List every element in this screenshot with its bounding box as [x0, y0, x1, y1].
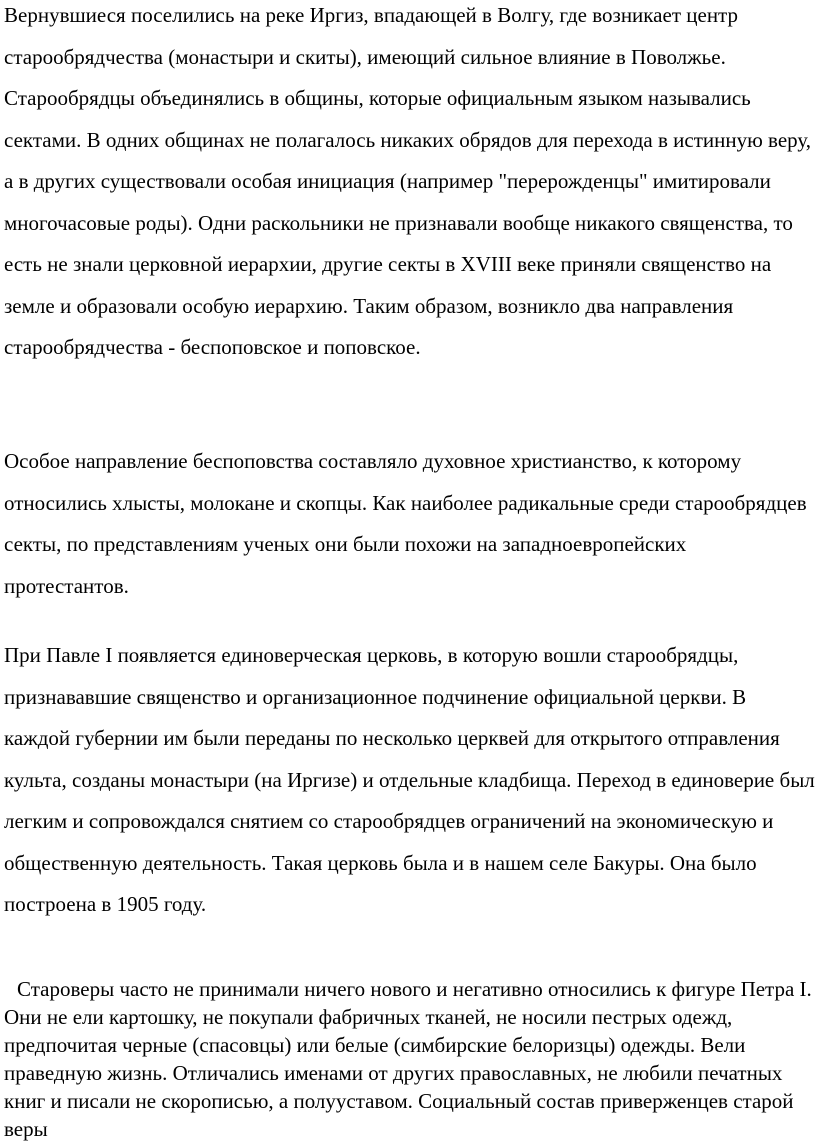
paragraph-2: Особое направление беспоповства составляло духовное христианство, к которому относились хлысты, молокане и скопцы. Как наиболее радикальные среди старообрядцев секты, по представлениям ученых они были похожи на западноевропейских протестантов. — [4, 449, 807, 598]
paragraph-1: Вернувшиеся поселились на реке Иргиз, впадающей в Волгу, где возникает центр старообрядчества (монастыри и скиты), имеющий сильное влияние в Поволжье. Старообрядцы объединялись в общины, которые официальным языком назывались сектами. В одних общинах не полагалось никаких обрядов для перехода в истинную веру, а в других существовали особая инициация (например "перерожденцы" имитировали многочасовые роды). Одни раскольники не признавали вообще никакого священства, то есть не знали церковной иерархии, другие секты в XVIII веке приняли священство на земле и образовали особую иерархию. Таким образом, возникло два направления старообрядчества - беспоповское и поповское. — [4, 3, 812, 359]
paragraph-4: Староверы часто не принимали ничего нового и негативно относились к фигуре Петра I. Они не ели картошку, не покупали фабричных тканей, не носили пестрых одежд, предпочитая черные (спасовцы) или белые (симбирские белоризцы) одежды. Вели праведную жизнь. Отличались именами от других православных, не любили печатных книг и писали не скорописью, а полууставом. Социальный состав приверженцев старой веры — [4, 977, 812, 1141]
paragraph-3: При Павле I появляется единоверческая церковь, в которую вошли старообрядцы, признававшие священство и организационное подчинение официальной церкви. В каждой губернии им были переданы по несколько церквей для открытого отправления культа, созданы монастыри (на Иргизе) и отдельные кладбища. Переход в единоверие был легким и сопровождался снятием со старообрядцев ограничений на экономическую и общественную деятельность. Такая церковь была и в нашем селе Бакуры. Она было построена в 1905 году. — [4, 643, 815, 916]
